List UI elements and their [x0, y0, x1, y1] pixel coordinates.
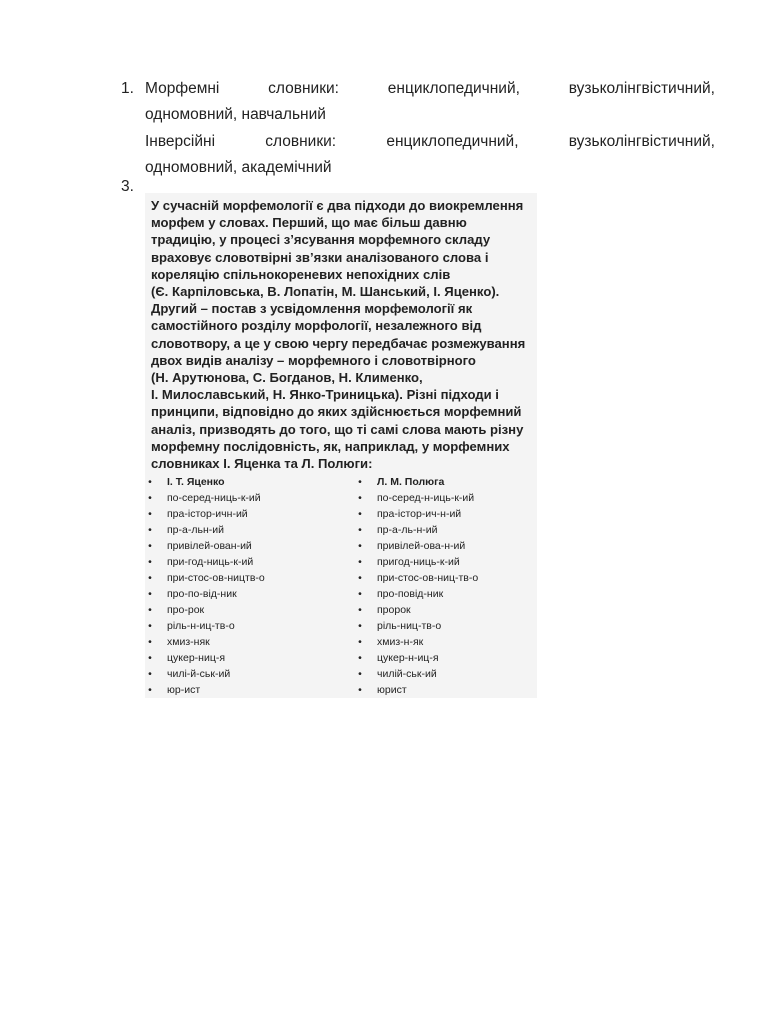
yatsenko-word: хмиз-няк: [167, 636, 210, 648]
paragraph-line: самостійного розділу морфології, незалежного від: [151, 318, 482, 334]
text-word: Морфемні: [145, 80, 220, 97]
text-word: вузьколінгвістичний,: [568, 133, 715, 150]
paragraph-line: словниках І. Яценка та Л. Полюги:: [151, 456, 373, 472]
bullet-icon: •: [358, 476, 362, 488]
inverse-dictionaries-line: [145, 129, 715, 155]
text-word: Інверсійні: [145, 133, 216, 150]
polyuha-word: цукер-н-иц-я: [377, 652, 439, 664]
text-word: енциклопедичний,: [387, 80, 520, 97]
bullet-icon: •: [148, 524, 152, 536]
bullet-icon: •: [358, 604, 362, 616]
list-item-1-body: [145, 76, 715, 181]
bullet-icon: •: [148, 604, 152, 616]
polyuha-header: Л. М. Полюга: [377, 476, 445, 488]
text-word: словники:: [265, 133, 337, 150]
paragraph-line: У сучасній морфемології є два підходи до виокремлення: [151, 198, 524, 213]
yatsenko-word: при-год-ниць-к-ий: [167, 556, 254, 568]
bullet-icon: •: [358, 668, 362, 680]
paragraph-line: кореляцію спільнокореневих непохідних слів: [151, 266, 451, 282]
paragraph-line: морфемну послідовність, як, наприклад, у морфемних: [151, 438, 510, 454]
bullet-icon: •: [358, 620, 362, 632]
yatsenko-word: пра-істор-ичн-ий: [167, 508, 248, 520]
yatsenko-word: при-стос-ов-ництв-о: [167, 572, 265, 584]
yatsenko-word: пр-а-льн-ий: [167, 524, 224, 536]
bullet-icon: •: [148, 572, 152, 584]
paragraph-line: двох видів аналізу – морфемного і словотвірного: [151, 352, 476, 368]
morphemology-paragraph: [151, 197, 537, 472]
paragraph-line: Другий – постав з усвідомлення морфемології як: [151, 301, 473, 317]
polyuha-word: хмиз-н-як: [377, 636, 424, 648]
yatsenko-header: І. Т. Яценко: [167, 476, 225, 488]
polyuha-word: привілей-ова-н-ий: [377, 540, 466, 552]
bullet-icon: •: [358, 540, 362, 552]
paragraph-line: враховує словотвірні зв’язки аналізованого слова і: [151, 249, 489, 265]
bullet-icon: •: [148, 684, 152, 696]
inverse-dictionaries-line-2: одномовний, академічний: [145, 159, 332, 176]
paragraph-line: морфем у словах. Перший, що має більш давню: [151, 215, 467, 231]
morpheme-dictionaries-line-2: одномовний, навчальний: [145, 106, 326, 123]
bullet-icon: •: [148, 668, 152, 680]
bullet-icon: •: [358, 588, 362, 600]
bullet-icon: •: [148, 556, 152, 568]
bullet-icon: •: [358, 508, 362, 520]
paragraph-line: І. Милославський, Н. Янко-Триницька). Різні підходи і: [151, 387, 499, 403]
bullet-icon: •: [358, 572, 362, 584]
paragraph-line: традицію, у процесі з’ясування морфемного складу: [151, 232, 491, 248]
polyuha-word: при-стос-ов-ниц-тв-о: [377, 572, 479, 584]
bullet-icon: •: [148, 588, 152, 600]
polyuha-word: пригод-ниць-к-ий: [377, 556, 460, 568]
bullet-icon: •: [358, 684, 362, 696]
bullet-icon: •: [148, 540, 152, 552]
text-word: енциклопедичний,: [386, 133, 519, 150]
paragraph-line: принципи, відповідно до яких здійснюється морфемний: [151, 404, 522, 420]
paragraph-line: (Є. Карпіловська, В. Лопатін, М. Шанський, І. Яценко).: [151, 284, 500, 300]
text-word: вузьколінгвістичний,: [568, 80, 715, 97]
bullet-icon: •: [148, 476, 152, 488]
yatsenko-word: про-рок: [167, 604, 205, 616]
bullet-icon: •: [358, 492, 362, 504]
bullet-icon: •: [148, 508, 152, 520]
yatsenko-word: юр-ист: [167, 684, 201, 696]
list-item-1: [121, 76, 715, 181]
polyuha-word: ріль-ниц-тв-о: [377, 620, 442, 632]
yatsenko-word: ріль-н-иц-тв-о: [167, 620, 235, 632]
paragraph-line: словотвору, а це у свою чергу передбачає розмежування: [151, 335, 526, 351]
morpheme-dictionaries-line: [145, 76, 715, 102]
polyuha-word: пра-істор-ич-н-ий: [377, 508, 462, 520]
polyuha-word: пр-а-ль-н-ий: [377, 524, 438, 536]
polyuha-word: пророк: [377, 604, 411, 616]
bullet-icon: •: [148, 652, 152, 664]
polyuha-word: чилій-ськ-ий: [377, 668, 437, 680]
bullet-icon: •: [358, 524, 362, 536]
bullet-icon: •: [148, 620, 152, 632]
bullet-icon: •: [148, 492, 152, 504]
text-word: словники:: [268, 80, 339, 97]
paragraph-line: аналіз, призводять до того, що ті самі слова мають різну: [151, 421, 524, 437]
list-number-3: 3.: [121, 178, 134, 195]
bullet-icon: •: [148, 636, 152, 648]
polyuha-word: юрист: [377, 684, 407, 696]
yatsenko-word: по-серед-ниць-к-ий: [167, 492, 261, 504]
yatsenko-word: про-по-від-ник: [167, 588, 237, 600]
pasted-text-image: [145, 193, 537, 698]
list-number-1: 1.: [121, 80, 134, 97]
bullet-icon: •: [358, 652, 362, 664]
polyuha-word: про-повід-ник: [377, 588, 444, 600]
polyuha-word: по-серед-н-иць-к-ий: [377, 492, 475, 504]
yatsenko-word: привілей-ован-ий: [167, 540, 252, 552]
bullet-icon: •: [358, 556, 362, 568]
paragraph-line: (Н. Арутюнова, С. Богданов, Н. Клименко,: [151, 370, 423, 386]
bullet-icon: •: [358, 636, 362, 648]
yatsenko-word: цукер-ниц-я: [167, 652, 226, 664]
yatsenko-word: чилі-й-ськ-ий: [167, 668, 231, 680]
